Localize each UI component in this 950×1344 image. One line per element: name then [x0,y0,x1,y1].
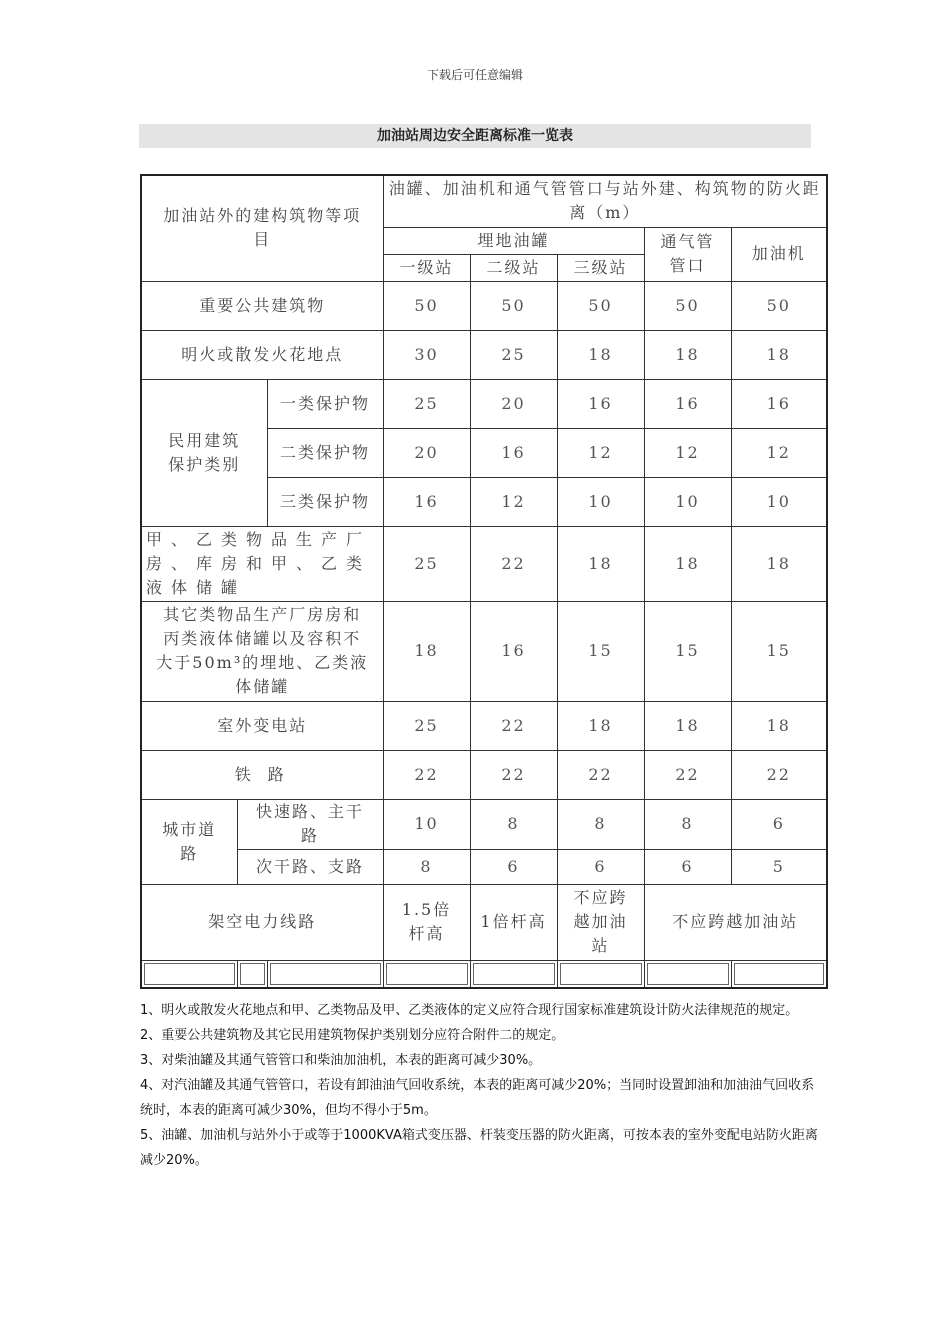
table-row [141,701,827,750]
cell-value: 6 [557,849,644,884]
cell-value: 25 [383,701,470,750]
row-label: 架空电力线路 [141,884,383,960]
header-vent-pipe: 通气管管口 [644,227,731,281]
cell-value: 15 [644,601,731,701]
cell-value: 15 [557,601,644,701]
cell-value: 16 [644,379,731,428]
row-label: 室外变电站 [141,701,383,750]
cell-value: 8 [557,799,644,849]
cell-value: 50 [383,281,470,330]
table-row [141,750,827,799]
notes [140,998,826,1173]
cell-value: 18 [383,601,470,701]
table-row [141,526,827,601]
row-label: 重要公共建筑物 [141,281,383,330]
blank-cell [267,960,383,988]
note-1: 1、明火或散发火花地点和甲、乙类物品及甲、乙类液体的定义应符合现行国家标准建筑设计防火法律规范的规定。 [140,1003,799,1018]
cell-value: 8 [470,799,557,849]
cell-value: 22 [470,750,557,799]
cell-value: 18 [644,330,731,379]
cell-value: 18 [731,330,827,379]
row-label: 快速路、主干路 [237,799,383,849]
cell-value: 16 [470,428,557,477]
cell-value: 10 [383,799,470,849]
cell-value: 18 [731,701,827,750]
blank-cell [383,960,470,988]
safety-distance-table [140,174,828,989]
cell-value: 22 [644,750,731,799]
blank-cell [731,960,827,988]
cell-value: 22 [470,526,557,601]
row-label: 一类保护物 [267,379,383,428]
note-5: 5、油罐、加油机与站外小于或等于1000KVA箱式变压器、杆装变压器的防火距离，可按本表的室外变配电站防火距离减少20%。 [140,1128,818,1168]
cell-value: 30 [383,330,470,379]
cell-value: 不应跨越加油站 [557,884,644,960]
row-label: 三类保护物 [267,477,383,526]
row-label: 铁 路 [141,750,383,799]
page-title: 加油站周边安全距离标准一览表 [139,124,811,148]
cell-value: 50 [557,281,644,330]
note-4: 4、对汽油罐及其通气管管口，若设有卸油油气回收系统，本表的距离可减少20%；当同时设置卸油和加油油气回收系统时，本表的距离可减少30%，但均不得小于5m。 [140,1078,815,1118]
blank-cell [557,960,644,988]
cell-value: 10 [644,477,731,526]
cell-value: 22 [470,701,557,750]
table-row [141,281,827,330]
cell-value: 1.5倍杆高 [383,884,470,960]
header-level-1: 一级站 [383,254,470,281]
cell-value: 22 [557,750,644,799]
blank-cell [644,960,731,988]
table-row [141,379,827,428]
cell-value: 6 [644,849,731,884]
cell-value: 8 [644,799,731,849]
cell-value: 18 [557,330,644,379]
cell-value: 25 [470,330,557,379]
row-label: 明火或散发火花地点 [141,330,383,379]
cell-value: 20 [383,428,470,477]
cell-value: 22 [731,750,827,799]
cell-value: 8 [383,849,470,884]
cell-value: 5 [731,849,827,884]
header-level-3: 三级站 [557,254,644,281]
blank-cell [237,960,267,988]
blank-cell [141,960,237,988]
table-row [141,799,827,849]
cell-value: 25 [383,379,470,428]
row-group-label: 民用建筑保护类别 [141,379,267,526]
cell-value: 不应跨越加油站 [644,884,827,960]
cell-value: 16 [557,379,644,428]
cell-value: 18 [557,701,644,750]
header-buried-tank: 埋地油罐 [383,227,644,254]
blank-row [141,960,827,988]
table-row [141,330,827,379]
row-label: 甲、乙类物品生产厂房、库房和甲、乙类液体储罐 [141,526,383,601]
cell-value: 12 [644,428,731,477]
cell-value: 12 [731,428,827,477]
note-3: 3、对柴油罐及其通气管管口和柴油加油机，本表的距离可减少30%。 [140,1053,542,1068]
cell-value: 20 [470,379,557,428]
cell-value: 50 [644,281,731,330]
table-row [141,849,827,884]
cell-value: 25 [383,526,470,601]
header-level-2: 二级站 [470,254,557,281]
cell-value: 16 [383,477,470,526]
table-row [141,601,827,701]
cell-value: 12 [470,477,557,526]
cell-value: 18 [644,526,731,601]
table-row [141,884,827,960]
note-2: 2、重要公共建筑物及其它民用建筑物保护类别划分应符合附件二的规定。 [140,1028,565,1043]
header-group: 油罐、加油机和通气管管口与站外建、构筑物的防火距离（m） [383,175,827,227]
header-note: 下载后可任意编辑 [426,68,523,82]
cell-value: 16 [731,379,827,428]
cell-value: 16 [470,601,557,701]
cell-value: 1倍杆高 [470,884,557,960]
header-item-column: 加油站外的建构筑物等项目 [141,175,383,281]
row-label: 其它类物品生产厂房房和丙类液体储罐以及容积不大于50m³的埋地、乙类液体储罐 [141,601,383,701]
cell-value: 50 [470,281,557,330]
cell-value: 18 [731,526,827,601]
cell-value: 15 [731,601,827,701]
cell-value: 18 [644,701,731,750]
row-label: 二类保护物 [267,428,383,477]
cell-value: 6 [731,799,827,849]
cell-value: 12 [557,428,644,477]
cell-value: 50 [731,281,827,330]
cell-value: 22 [383,750,470,799]
cell-value: 6 [470,849,557,884]
cell-value: 10 [731,477,827,526]
cell-value: 18 [557,526,644,601]
cell-value: 10 [557,477,644,526]
header-dispenser: 加油机 [731,227,827,281]
blank-cell [470,960,557,988]
row-group-label: 城市道路 [141,799,237,884]
row-label: 次干路、支路 [237,849,383,884]
